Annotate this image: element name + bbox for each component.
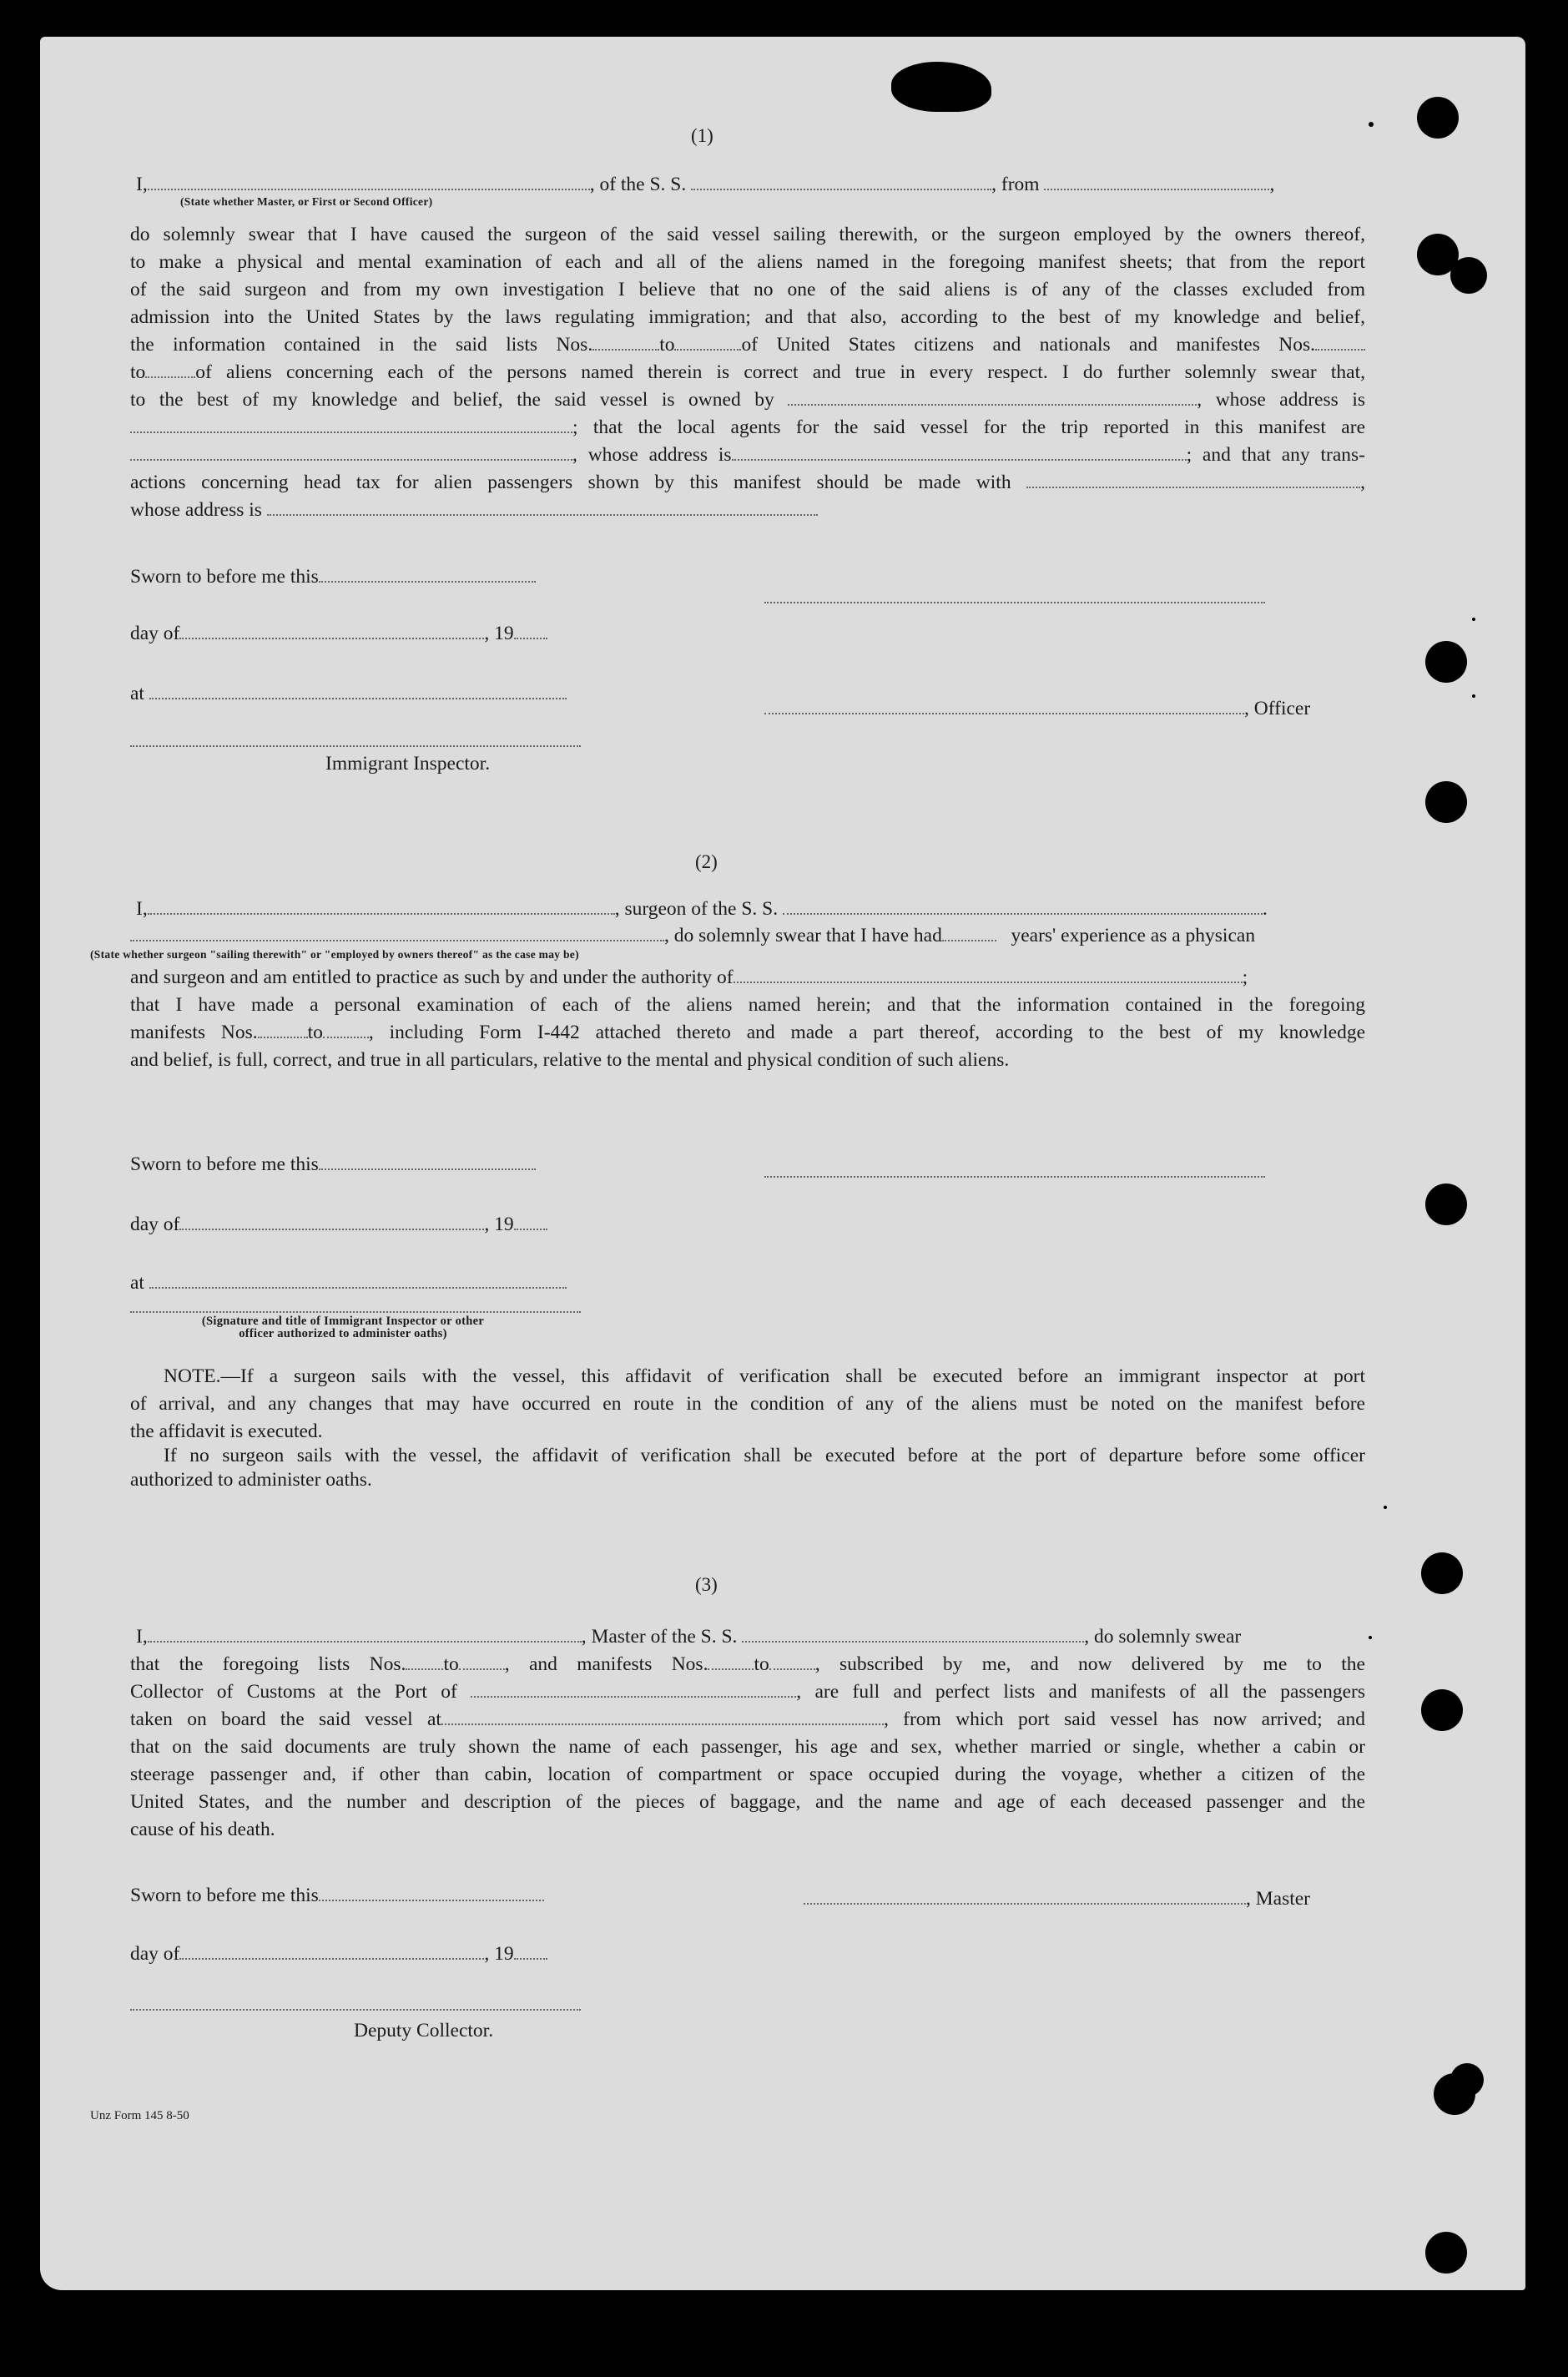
section-3-para-line: that on the said documents are truly shown the name of each passenger, his age and sex, whether married or single, whether a cabin or bbox=[130, 1736, 1365, 1758]
section-3-para-line: cause of his death. bbox=[130, 1819, 275, 1840]
section-2-note-line: the affidavit is executed. bbox=[130, 1421, 323, 1442]
paper-speck bbox=[1384, 1506, 1387, 1509]
section-1-para-line: the information contained in the said lists Nos. to of United States citizens and nationals and manifestes Nos. bbox=[130, 332, 1365, 357]
section-1-para-line: whose address is bbox=[130, 497, 818, 522]
form-sheet bbox=[40, 37, 1525, 2290]
section-2-para-line: manifests Nos. to , including Form I-442 attached thereto and made a part thereof, according to the best of my knowledge bbox=[130, 1022, 1365, 1043]
section-3-master: , Master bbox=[804, 1886, 1310, 1911]
section-1-signature-line bbox=[764, 601, 1265, 603]
binder-hole bbox=[1450, 257, 1487, 294]
paper-speck bbox=[1472, 694, 1475, 698]
section-2-dayof: day of , 19 bbox=[130, 1212, 547, 1237]
section-2-note-line: authorized to administer oaths. bbox=[130, 1469, 372, 1491]
section-1-para-line: , whose address is ; and that any trans- bbox=[130, 442, 1365, 467]
section-2-surgeon-note: (State whether surgeon "sailing therewith" or "employed by owners thereof" as the case may be) bbox=[90, 948, 579, 961]
binder-hole bbox=[1425, 641, 1467, 683]
section-2-signature-caption: (Signature and title of Immigrant Inspector or other officer authorized to administer oaths) bbox=[201, 1315, 485, 1340]
section-3-sworn: Sworn to before me this bbox=[130, 1883, 544, 1908]
section-3-para-line: that the foregoing lists Nos. to , and manifests Nos. to , subscribed by me, and now delivered by me to the bbox=[130, 1653, 1365, 1675]
form-number: Unz Form 145 8-50 bbox=[90, 2109, 189, 2122]
section-2-at: at bbox=[130, 1270, 567, 1295]
section-1-inspector-line bbox=[130, 744, 581, 747]
section-2-line-1: I, , surgeon of the S. S. . bbox=[136, 898, 1268, 920]
section-2-note-line: NOTE.—If a surgeon sails with the vessel, this affidavit of verification shall be executed before an immigrant inspector at port bbox=[164, 1365, 1365, 1387]
section-3-deputy-line bbox=[130, 2008, 581, 2011]
section-2-signature-line bbox=[764, 1175, 1265, 1178]
section-2-note-line: of arrival, and any changes that may have occurred en route in the condition of any of the aliens must be noted on the manifest before bbox=[130, 1393, 1365, 1415]
paper-speck bbox=[1369, 122, 1374, 127]
binder-hole bbox=[1421, 1689, 1463, 1731]
section-2-line-2: , do solemnly swear that I have had years' experience as a physican bbox=[130, 923, 1255, 948]
section-3-deputy: Deputy Collector. bbox=[354, 2020, 494, 2041]
section-2-para-line: and surgeon and am entitled to practice as such by and under the authority of ; bbox=[130, 966, 1248, 988]
paper-speck bbox=[1369, 1636, 1372, 1639]
section-2-inspector-line bbox=[130, 1310, 581, 1313]
section-3-dayof: day of , 19 bbox=[130, 1941, 547, 1966]
binder-hole bbox=[1417, 97, 1459, 139]
binder-hole bbox=[1425, 1183, 1467, 1225]
section-1-para-line: to make a physical and mental examination of each and all of the aliens named in the foregoing manifest sheets; that from the report bbox=[130, 251, 1365, 273]
section-1-para-line: do solemnly swear that I have caused the surgeon of the said vessel sailing therewith, or the surgeon employed by the owners thereof, bbox=[130, 224, 1365, 245]
section-1-sworn: Sworn to before me this bbox=[130, 564, 536, 589]
section-2-para-line: that I have made a personal examination of each of the aliens named herein; and that the information contained in the foregoing bbox=[130, 994, 1365, 1016]
section-1-officer-note: (State whether Master, or First or Second Officer) bbox=[180, 195, 433, 208]
section-1-para-line: ; that the local agents for the said vessel for the trip reported in this manifest are bbox=[130, 415, 1365, 440]
section-3-para-line: Collector of Customs at the Port of , are full and perfect lists and manifests of all the passengers bbox=[130, 1681, 1365, 1703]
section-2-heading: (2) bbox=[695, 851, 718, 872]
section-1-para-line: to of aliens concerning each of the persons named therein is correct and true in every respect. I do further solemnly swear that, bbox=[130, 361, 1365, 383]
section-1-para-line: to the best of my knowledge and belief, the said vessel is owned by , whose address is bbox=[130, 389, 1365, 411]
section-3-para-line: steerage passenger and, if other than cabin, location of compartment or space occupied during the voyage, whether a citizen of the bbox=[130, 1764, 1365, 1785]
section-2-para-line: and belief, is full, correct, and true in all particulars, relative to the mental and physical condition of such aliens. bbox=[130, 1049, 1010, 1071]
section-1-para-line: admission into the United States by the laws regulating immigration; and that also, according to the best of my knowledge and belief, bbox=[130, 306, 1365, 328]
section-1-line-1: I, , of the S. S. , from , bbox=[136, 174, 1275, 195]
section-2-sworn: Sworn to before me this bbox=[130, 1152, 536, 1177]
section-3-heading: (3) bbox=[695, 1574, 718, 1595]
section-1-dayof: day of , 19 bbox=[130, 621, 547, 646]
section-3-line-1: I, , Master of the S. S. , do solemnly swear bbox=[136, 1626, 1242, 1648]
section-3-para-line: United States, and the number and description of the pieces of baggage, and the name and age of each deceased passenger and the bbox=[130, 1791, 1365, 1813]
binder-hole bbox=[1421, 1552, 1463, 1594]
binder-hole bbox=[1425, 781, 1467, 823]
binder-hole bbox=[1450, 2063, 1484, 2097]
section-1-heading: (1) bbox=[691, 125, 713, 146]
torn-edge bbox=[891, 62, 991, 112]
section-1-officer: , Officer bbox=[764, 696, 1310, 721]
section-1-para-line: of the said surgeon and from my own investigation I believe that no one of the said aliens is of any of the classes excluded from bbox=[130, 279, 1365, 300]
section-1-at: at bbox=[130, 681, 567, 706]
paper-speck bbox=[1472, 618, 1475, 621]
binder-hole bbox=[1425, 2232, 1467, 2274]
section-1-inspector: Immigrant Inspector. bbox=[325, 753, 491, 775]
section-2-note-line: If no surgeon sails with the vessel, the affidavit of verification shall be executed before at the port of departure before some officer bbox=[164, 1445, 1365, 1466]
section-3-para-line: taken on board the said vessel at , from which port said vessel has now arrived; and bbox=[130, 1708, 1365, 1730]
section-1-para-line: actions concerning head tax for alien passengers shown by this manifest should be made with , bbox=[130, 472, 1365, 493]
